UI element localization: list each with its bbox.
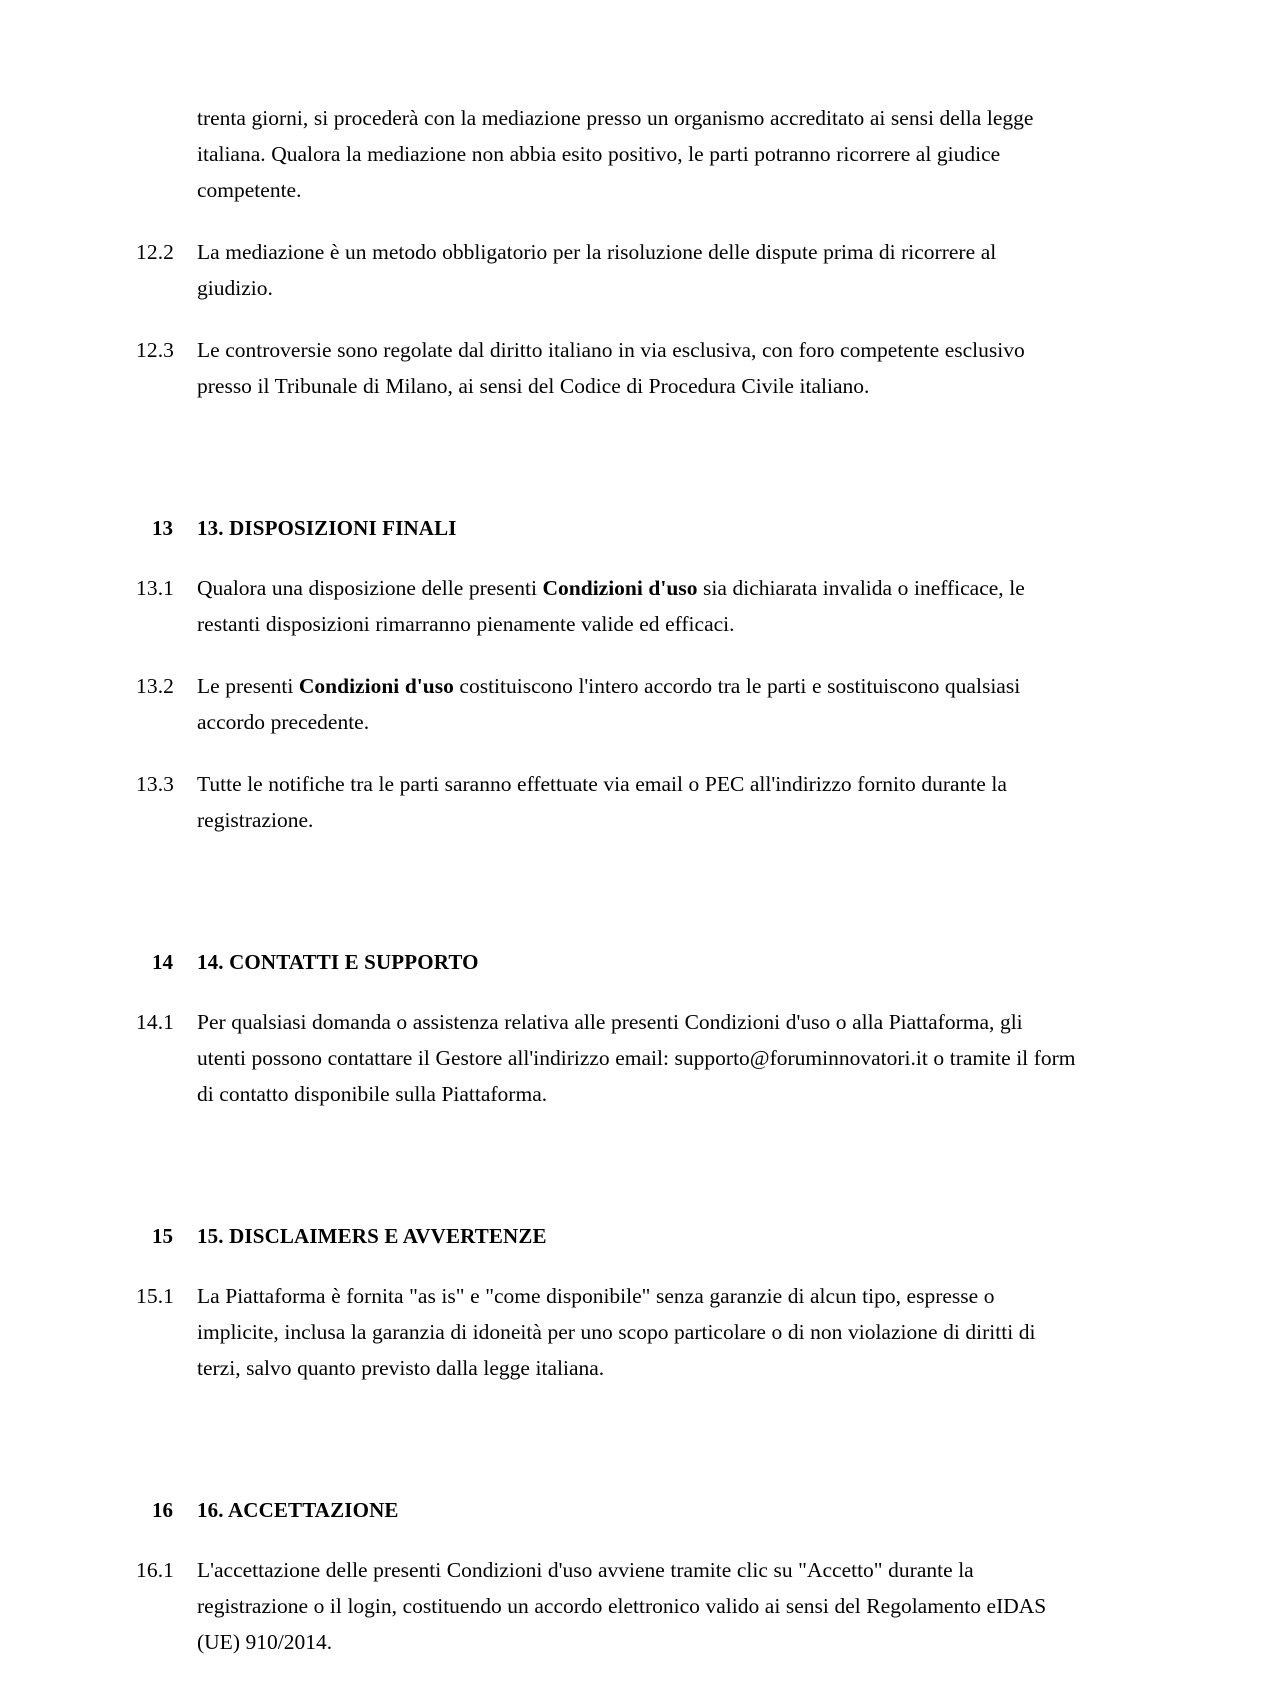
document-content	[136, 100, 1076, 1686]
clause-text: Le controversie sono regolate dal diritto italiano in via esclusiva, con foro competente esclusivo presso il Tribunale di Milano, ai sensi del Codice di Procedura Civile italiano.	[197, 338, 1025, 398]
clause-13-2	[136, 668, 1076, 740]
section-number: 15	[152, 1224, 173, 1248]
clause-text: trenta giorni, si procederà con la mediazione presso un organismo accreditato ai sensi della legge italiana. Qualora la mediazione non abbia esito positivo, le parti potranno ricorrere al giudice competente.	[197, 106, 1034, 202]
clause-number: 13.2	[136, 674, 175, 698]
section-number: 13	[152, 516, 173, 540]
section-gap	[136, 864, 1076, 910]
section-14-heading	[136, 910, 1076, 978]
text-run: Qualora una disposizione delle presenti	[197, 576, 543, 600]
text-run: Le presenti	[197, 674, 299, 698]
clause-12-1-continuation	[136, 100, 1076, 208]
clause-text: La Piattaforma è fornita "as is" e "come disponibile" senza garanzie di alcun tipo, espresse o implicite, inclusa la garanzia di idoneità per uno scopo particolare o di non violazione di diritti di terzi, salvo quanto previsto dalla legge italiana.	[197, 1284, 1036, 1380]
clause-12-3	[136, 332, 1076, 404]
section-title: 16. ACCETTAZIONE	[197, 1498, 399, 1522]
section-gap	[136, 1138, 1076, 1184]
clause-text	[197, 570, 1076, 642]
clause-16-1	[136, 1552, 1076, 1660]
clause-number: 12.3	[136, 338, 175, 362]
clause-text	[197, 668, 1076, 740]
section-title: 13. DISPOSIZIONI FINALI	[197, 516, 457, 540]
clause-12-2	[136, 234, 1076, 306]
section-gap	[136, 1412, 1076, 1458]
section-title: 14. CONTATTI E SUPPORTO	[197, 950, 479, 974]
clause-number: 15.1	[136, 1284, 175, 1308]
section-13-heading	[136, 476, 1076, 544]
text-run: costituiscono l'intero accordo tra le parti e sostituiscono qualsiasi accordo precedente.	[197, 674, 1021, 734]
clause-15-1	[136, 1278, 1076, 1386]
section-16-heading	[136, 1458, 1076, 1526]
clause-text: Per qualsiasi domanda o assistenza relativa alle presenti Condizioni d'uso o alla Piattaforma, gli utenti possono contattare il Gestore all'indirizzo email: supporto@foruminnovatori.it o tramite il form di contatto disponibile sulla Piattaforma.	[197, 1010, 1076, 1106]
section-gap	[136, 430, 1076, 476]
clause-number: 12.2	[136, 240, 175, 264]
clause-13-1	[136, 570, 1076, 642]
clause-number: 14.1	[136, 1010, 175, 1034]
clause-text: La mediazione è un metodo obbligatorio per la risoluzione delle dispute prima di ricorrere al giudizio.	[197, 240, 997, 300]
text-run: sia dichiarata invalida o inefficace, le restanti disposizioni rimarranno pienamente valide ed efficaci.	[197, 576, 1025, 636]
emphasis-term: Condizioni d'uso	[298, 674, 454, 698]
clause-number: 13.3	[136, 772, 175, 796]
clause-number: 13.1	[136, 576, 175, 600]
section-title: 15. DISCLAIMERS E AVVERTENZE	[197, 1224, 547, 1248]
clause-13-3	[136, 766, 1076, 838]
section-number: 14	[152, 950, 173, 974]
clause-text: L'accettazione delle presenti Condizioni d'uso avviene tramite clic su "Accetto" durante la registrazione o il login, costituendo un accordo elettronico valido ai sensi del Regolamento eIDAS (UE) 910/2014.	[197, 1558, 1047, 1654]
emphasis-term: Condizioni d'uso	[542, 576, 698, 600]
clause-number: 16.1	[136, 1558, 175, 1582]
section-15-heading	[136, 1184, 1076, 1252]
clause-text: Tutte le notifiche tra le parti saranno effettuate via email o PEC all'indirizzo fornito durante la registrazione.	[197, 772, 1007, 832]
section-number: 16	[152, 1498, 173, 1522]
clause-14-1	[136, 1004, 1076, 1112]
